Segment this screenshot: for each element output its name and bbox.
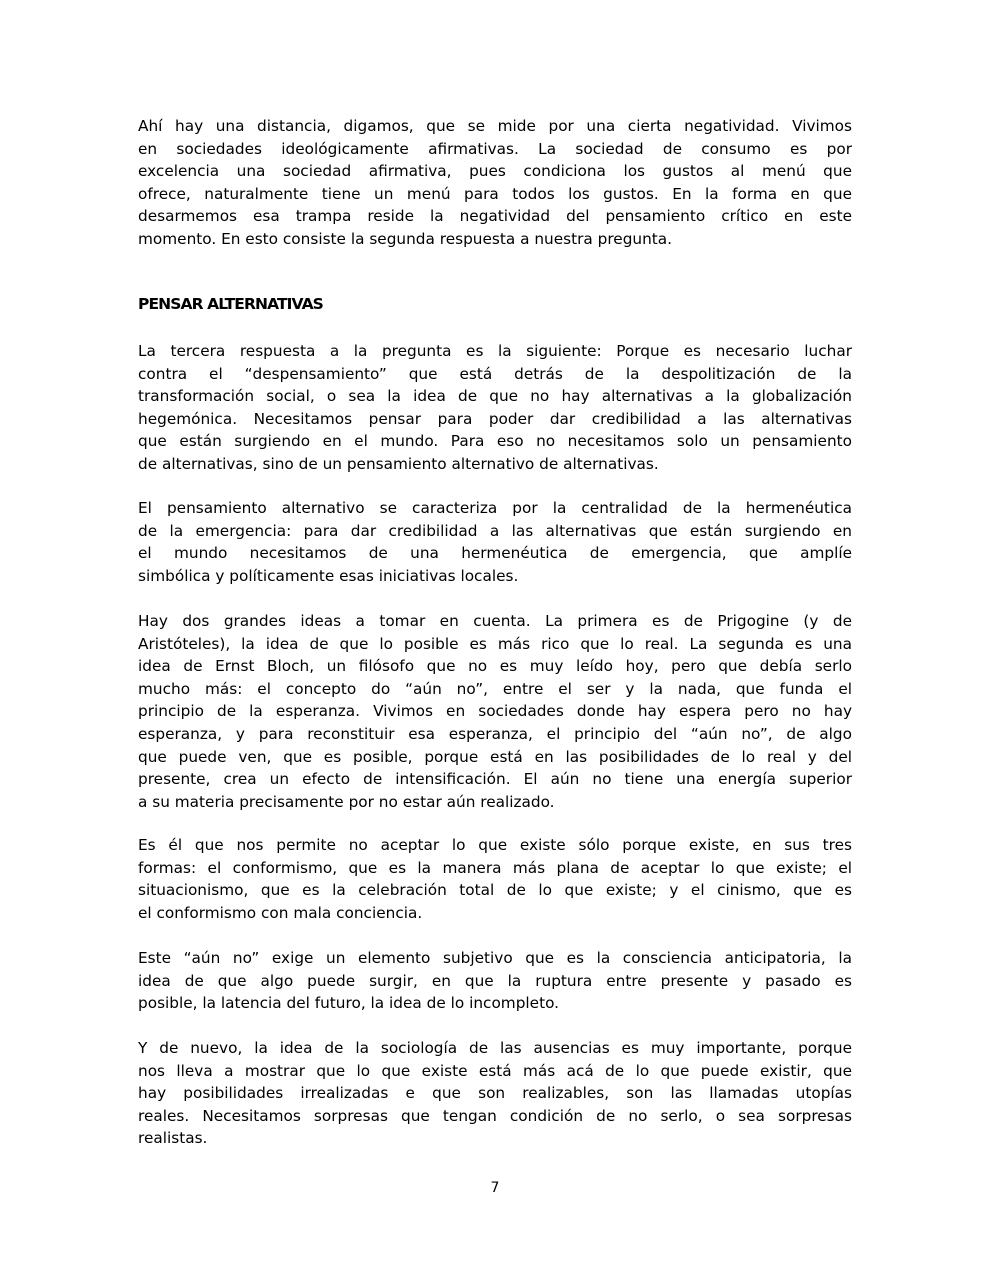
text-line: momento. En esto consiste la segunda respuesta a nuestra pregunta. (138, 229, 673, 248)
text-line: posible, la latencia del futuro, la idea de lo incompleto. (138, 994, 560, 1013)
section-heading: PENSAR ALTERNATIVAS (138, 295, 323, 313)
text-line: La tercera respuesta a la pregunta es la siguiente: Porque es necesario luchar (138, 342, 852, 360)
text-line: desarmemos esa trampa reside la negatividad del pensamiento crítico en este (138, 207, 852, 226)
text-line: Y de nuevo, la idea de la sociología de las ausencias es muy importante, porque (138, 1039, 852, 1057)
text-line: principio de la esperanza. Vivimos en sociedades donde hay espera pero no hay (138, 702, 852, 721)
text-line: idea de que algo puede surgir, en que la ruptura entre presente y pasado es (138, 971, 852, 990)
paragraph (138, 834, 852, 924)
text-line: situacionismo, que es la celebración total de lo que existe; y el cinismo, que es (138, 881, 852, 900)
text-line: ofrece, naturalmente tiene un menú para todos los gustos. En la forma en que (138, 184, 852, 203)
text-line: Este “aún no” exige un elemento subjetivo que es la consciencia anticipatoria, la (138, 949, 852, 967)
text-line: esperanza, y para reconstituir esa esperanza, el principio del “aún no”, de algo (138, 724, 852, 743)
text-line: reales. Necesitamos sorpresas que tengan condición de no serlo, o sea sorpresas (138, 1106, 852, 1125)
text-line: que puede ven, que es posible, porque está en las posibilidades de lo real y del (138, 747, 852, 766)
text-line: formas: el conformismo, que es la manera más plana de aceptar lo que existe; el (138, 858, 852, 877)
text-line: el mundo necesitamos de una hermenéutica de emergencia, que amplíe (138, 544, 852, 563)
text-line: simbólica y políticamente esas iniciativas locales. (138, 566, 519, 585)
text-line: Es él que nos permite no aceptar lo que existe sólo porque existe, en sus tres (138, 836, 852, 854)
text-line: presente, crea un efecto de intensificación. El aún no tiene una energía superior (138, 770, 852, 789)
text-line: hay posibilidades irrealizadas e que son realizables, son las llamadas utopías (138, 1084, 852, 1103)
text-line: a su materia precisamente por no estar aún realizado. (138, 792, 555, 811)
text-line: en sociedades ideológicamente afirmativas. La sociedad de consumo es por (138, 139, 852, 158)
paragraph (138, 340, 852, 476)
text-line: realistas. (138, 1129, 208, 1148)
text-line: mucho más: el concepto do “aún no”, entre el ser y la nada, que funda el (138, 679, 852, 698)
text-line: Ahí hay una distancia, digamos, que se mide por una cierta negatividad. Vivimos (138, 117, 852, 135)
text-line: Aristóteles), la idea de que lo posible es más rico que lo real. La segunda es una (138, 634, 852, 653)
text-line: Hay dos grandes ideas a tomar en cuenta. La primera es de Prigogine (y de (138, 612, 852, 630)
page-number: 7 (490, 1180, 500, 1196)
text-line: transformación social, o sea la idea de que no hay alternativas a la globalización (138, 387, 852, 406)
text-line: excelencia una sociedad afirmativa, pues condiciona los gustos al menú que (138, 162, 852, 181)
paragraph (138, 947, 852, 1015)
text-line: de alternativas, sino de un pensamiento alternativo de alternativas. (138, 454, 659, 473)
text-line: nos lleva a mostrar que lo que existe está más acá de lo que puede existir, que (138, 1061, 852, 1080)
paragraph (138, 497, 852, 587)
paragraph (138, 610, 852, 813)
text-line: idea de Ernst Bloch, un filósofo que no es muy leído hoy, pero que debía serlo (138, 657, 852, 676)
text-line: que están surgiendo en el mundo. Para eso no necesitamos solo un pensamiento (138, 432, 852, 451)
text-line: contra el “despensamiento” que está detrás de la despolitización de la (138, 364, 852, 383)
text-line: de la emergencia: para dar credibilidad a las alternativas que están surgiendo en (138, 521, 852, 540)
text-line: El pensamiento alternativo se caracteriza por la centralidad de la hermenéutica (138, 499, 852, 517)
paragraph (138, 115, 852, 251)
text-line: el conformismo con mala conciencia. (138, 903, 423, 922)
text-line: hegemónica. Necesitamos pensar para poder dar credibilidad a las alternativas (138, 409, 852, 428)
paragraph (138, 1037, 852, 1150)
